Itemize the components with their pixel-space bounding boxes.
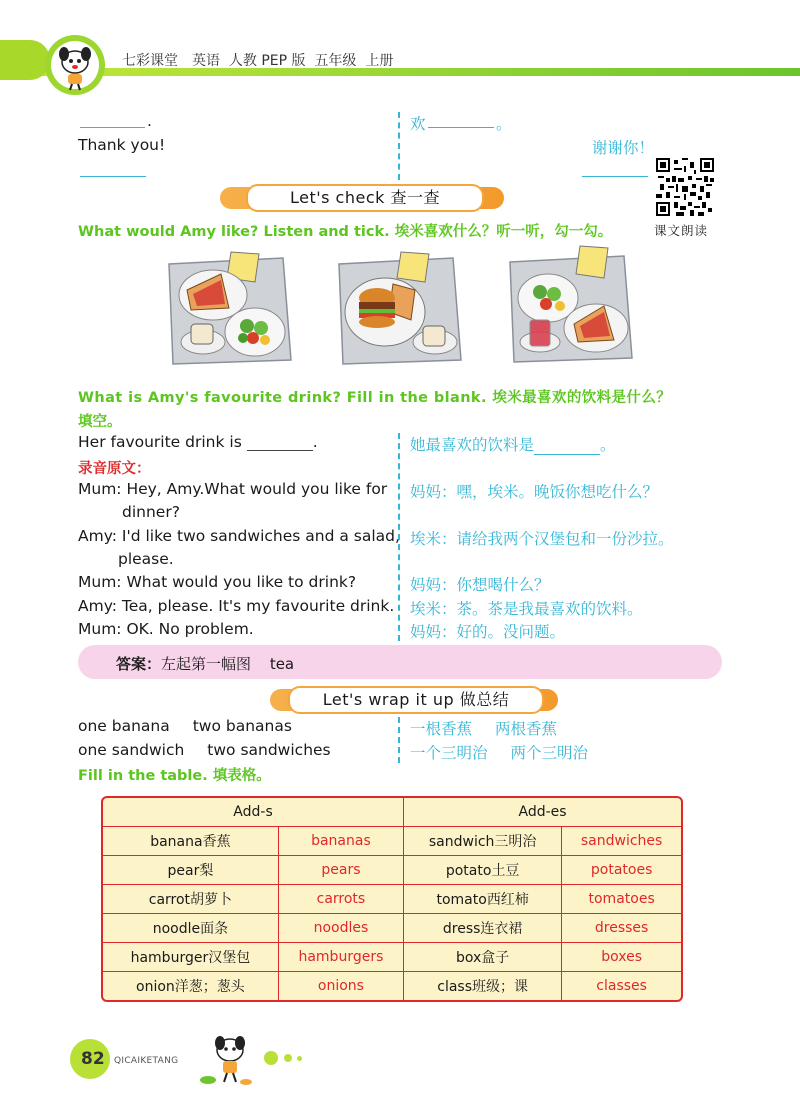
page-number: 82 <box>81 1049 105 1069</box>
dialogue-cn-1: 妈妈：嘿，埃米。晚饭你想吃什么？ <box>410 483 659 501</box>
header-add-s: Add-s <box>103 798 404 827</box>
cn-thanks-text: 谢谢你！ <box>592 139 655 157</box>
header-add-es: Add-es <box>404 798 681 827</box>
wrap-cn-2b: 两个三明治 <box>510 744 588 762</box>
dialogue-cn-6: 埃米：茶。茶是我最喜欢的饮料。 <box>410 600 643 618</box>
add-es-singular-cell <box>404 885 562 914</box>
header-leaf-shape <box>0 40 50 80</box>
wrap-en-2b: two sandwiches <box>207 741 331 759</box>
plural-answer: bananas <box>311 833 371 849</box>
answer-text: 左起第一幅图 <box>161 655 252 673</box>
qr-code[interactable] <box>656 158 714 216</box>
singular-word: sandwich <box>428 834 495 850</box>
singular-cn: 三明治 <box>494 834 537 850</box>
add-es-plural-cell <box>562 856 681 885</box>
plural-answer: carrots <box>316 891 366 907</box>
footer-dot-large <box>264 1051 278 1065</box>
add-es-plural-cell <box>562 827 681 856</box>
footer-dot-medium <box>284 1054 292 1062</box>
footer-mascot <box>196 1030 260 1086</box>
dialogue-en-7: Mum: OK. No problem. <box>78 620 254 638</box>
wrap-cn-1b: 两根香蕉 <box>494 720 557 738</box>
add-s-plural-cell <box>279 856 404 885</box>
singular-cn: 汉堡包 <box>208 950 251 966</box>
cn-huan-text: 欢 <box>410 115 426 133</box>
wrap-line-2-cn <box>410 741 588 763</box>
fill-blank-en[interactable] <box>247 434 313 451</box>
transcript-label: 录音原文： <box>78 461 151 477</box>
answer-word: tea <box>269 655 295 673</box>
answer-content <box>116 653 294 674</box>
wrap-line-1-en <box>78 717 292 735</box>
plural-answer: dresses <box>594 920 649 936</box>
table-row <box>103 827 681 856</box>
question-line-1 <box>78 386 671 407</box>
wrap-line-2-en <box>78 741 331 759</box>
plural-answer: onions <box>317 978 364 994</box>
singular-word: pear <box>167 863 200 879</box>
plural-answer: sandwiches <box>580 833 663 849</box>
column-divider <box>398 112 400 180</box>
add-es-plural-cell <box>562 914 681 943</box>
dialogue-en-4: please. <box>118 550 174 568</box>
add-s-plural-cell <box>279 827 404 856</box>
check-instruction <box>78 220 612 241</box>
footer-dot-small <box>297 1056 302 1061</box>
add-s-plural-cell <box>279 943 404 972</box>
plural-answer: potatoes <box>590 862 653 878</box>
fill-blank-cn[interactable] <box>534 438 600 455</box>
table-row <box>103 856 681 885</box>
singular-cn: 梨 <box>199 863 214 879</box>
add-s-singular-cell <box>103 885 279 914</box>
blank-line <box>80 127 145 128</box>
plural-answer: noodles <box>313 920 369 936</box>
singular-word: banana <box>150 834 203 850</box>
add-es-plural-cell <box>562 885 681 914</box>
singular-cn: 班级；课 <box>472 979 529 995</box>
add-es-singular-cell <box>404 827 562 856</box>
add-s-plural-cell <box>279 885 404 914</box>
breadcrumb: 七彩课堂 英语 人教 PEP 版 五年级 上册 <box>122 53 394 69</box>
fill-en <box>78 433 318 451</box>
add-s-singular-cell <box>103 943 279 972</box>
meal-picture-3[interactable] <box>504 244 638 366</box>
wrap-en-1b: two bananas <box>192 717 292 735</box>
dialogue-en-3: Amy: I'd like two sandwiches and a salad, <box>78 527 400 545</box>
singular-cn: 面条 <box>200 921 229 937</box>
add-s-plural-cell <box>279 914 404 943</box>
column-divider <box>398 717 400 763</box>
add-s-singular-cell <box>103 827 279 856</box>
add-es-singular-cell <box>404 856 562 885</box>
add-es-plural-cell <box>562 972 681 1000</box>
check-instruction-cn: 埃米喜欢什么？听一听，勾一勾。 <box>394 224 613 240</box>
table-row <box>103 972 681 1000</box>
singular-word: dress <box>442 921 481 937</box>
header-bar <box>0 68 800 76</box>
wrap-cn-1a: 一根香蕉 <box>410 720 473 738</box>
plural-answer: boxes <box>601 949 643 965</box>
period-text: . <box>147 112 152 130</box>
add-es-singular-cell <box>404 972 562 1000</box>
question-en: What is Amy's favourite drink? Fill in the blank. <box>78 390 487 406</box>
singular-cn: 胡萝卜 <box>190 892 233 908</box>
dialogue-en-5: Mum: What would you like to drink? <box>78 573 357 591</box>
table-instruction-en: Fill in the table. <box>78 768 208 784</box>
add-s-singular-cell <box>103 972 279 1000</box>
singular-word: class <box>437 979 473 995</box>
fill-cn-text: 她最喜欢的饮料是 <box>410 436 535 454</box>
singular-cn: 西红柿 <box>486 892 529 908</box>
wrap-en-1a: one banana <box>78 717 170 735</box>
plural-answer: tomatoes <box>588 891 655 907</box>
singular-word: box <box>455 950 482 966</box>
table-row <box>103 885 681 914</box>
wrap-en-2a: one sandwich <box>78 741 185 759</box>
plural-answer: classes <box>596 978 647 994</box>
add-s-singular-cell <box>103 914 279 943</box>
fill-en-text: Her favourite drink is <box>78 433 242 451</box>
answer-label: 答案： <box>116 655 162 673</box>
singular-word: onion <box>136 979 175 995</box>
thank-you-text: Thank you! <box>78 136 166 154</box>
dialogue-en-1: Mum: Hey, Amy.What would you like for <box>78 480 388 498</box>
blank-line <box>428 127 494 128</box>
dialogue-cn-3: 埃米：请给我两个汉堡包和一份沙拉。 <box>410 530 674 548</box>
singular-cn: 土豆 <box>491 863 520 879</box>
cn-period-text: 。 <box>496 115 512 133</box>
blank-line <box>80 176 146 177</box>
meal-picture-2[interactable] <box>333 250 467 368</box>
add-s-plural-cell <box>279 972 404 1000</box>
wrap-cn-2a: 一个三明治 <box>410 744 488 762</box>
table-instruction <box>78 764 271 785</box>
fill-cn <box>410 433 616 455</box>
add-es-plural-cell <box>562 943 681 972</box>
question-cn: 埃米最喜欢的饮料是什么？ <box>492 390 672 406</box>
table-instruction-cn: 填表格。 <box>212 768 271 784</box>
plural-answer: hamburgers <box>298 949 384 965</box>
plural-answer: pears <box>321 862 361 878</box>
singular-word: noodle <box>152 921 201 937</box>
singular-word: tomato <box>436 892 487 908</box>
dialogue-en-2: dinner? <box>122 503 180 521</box>
singular-cn: 连衣裙 <box>480 921 523 937</box>
table-row <box>103 914 681 943</box>
singular-cn: 盒子 <box>481 950 510 966</box>
qr-label: 课文朗读 <box>654 223 709 238</box>
fill-en-end: . <box>312 433 318 451</box>
question-line-2: 填空。 <box>78 414 122 430</box>
singular-cn: 洋葱；葱头 <box>174 979 245 995</box>
singular-word: potato <box>445 863 492 879</box>
footer-brand: QICAIKETANG <box>114 1056 179 1066</box>
wrap-title: Let's wrap it up 做总结 <box>288 686 544 714</box>
table-row <box>103 943 681 972</box>
singular-word: carrot <box>148 892 191 908</box>
fill-cn-end: 。 <box>600 436 616 454</box>
add-s-singular-cell <box>103 856 279 885</box>
add-es-singular-cell <box>404 943 562 972</box>
dialogue-cn-7: 妈妈：好的。没问题。 <box>410 623 566 641</box>
add-es-singular-cell <box>404 914 562 943</box>
table-header-row <box>103 798 681 827</box>
singular-cn: 香蕉 <box>202 834 231 850</box>
check-title: Let's check 查一查 <box>246 184 484 212</box>
meal-picture-1[interactable] <box>163 250 297 368</box>
blank-line <box>582 176 648 177</box>
mascot-logo <box>44 34 106 96</box>
dialogue-cn-5: 妈妈：你想喝什么？ <box>410 576 550 594</box>
dialogue-en-6: Amy: Tea, please. It's my favourite drink. <box>78 597 395 615</box>
singular-word: hamburger <box>130 950 209 966</box>
plural-table <box>101 796 683 1002</box>
wrap-line-1-cn <box>410 717 557 739</box>
check-instruction-en: What would Amy like? Listen and tick. <box>78 224 390 240</box>
